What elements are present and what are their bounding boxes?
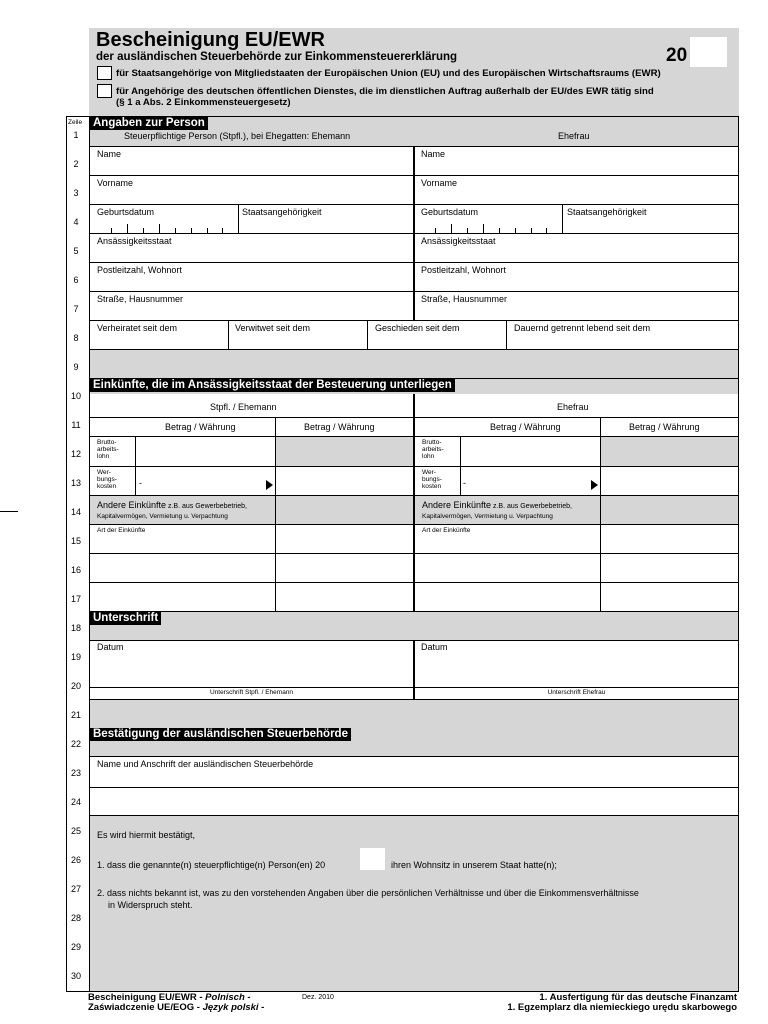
confirmation-intro: Es wird hiermit bestätigt, — [97, 830, 196, 840]
art-der-einkuenfte-left: Art der Einkünfte — [97, 527, 146, 534]
werbungskosten-label-left: Wer- — [97, 469, 111, 476]
date-tick — [546, 228, 547, 233]
strasse-field-right[interactable]: Straße, Hausnummer — [421, 294, 508, 304]
brutto-label-left: lohn — [97, 453, 110, 460]
andere-einkuenfte-title: Andere Einkünfte — [422, 500, 492, 510]
person-col-left-header: Steuerpflichtige Person (Stpfl.), bei Ehegatten: Ehemann — [124, 131, 351, 141]
footer-right-1: 1. Ausfertigung für das deutsche Finanzamt — [539, 992, 737, 1003]
line-number: 17 — [70, 594, 81, 604]
line-number: 11 — [71, 420, 81, 430]
ansaessigkeitsstaat-field-right[interactable]: Ansässigkeitsstaat — [421, 236, 496, 246]
date-tick — [435, 228, 436, 233]
signature-line — [90, 687, 413, 688]
confirmation-item2-line2: in Widerspruch steht. — [108, 900, 193, 910]
confirmation-item1-rest: ihren Wohnsitz in unserem Staat hatte(n); — [391, 860, 557, 870]
line-number: 8 — [73, 333, 79, 343]
line-number: 25 — [70, 826, 81, 836]
form-title: Bescheinigung EU/EWR — [96, 29, 325, 51]
date-tick — [467, 228, 468, 233]
werbungskosten-label-left: kosten — [97, 483, 117, 490]
authority-label: Name und Anschrift der ausländischen Steuerbehörde — [97, 759, 314, 769]
person-col-right-header: Ehefrau — [558, 131, 590, 141]
column-divider — [367, 320, 368, 349]
line-number: 20 — [70, 681, 81, 691]
column-divider — [506, 320, 507, 349]
verwitwet-field[interactable]: Verwitwet seit dem — [235, 323, 311, 333]
divider — [90, 756, 738, 757]
column-divider — [135, 436, 136, 496]
line-number: 18 — [70, 623, 81, 633]
confirmation-section-title: Bestätigung der ausländischen Steuerbehörde — [90, 728, 351, 741]
line-number: 21 — [70, 710, 81, 720]
line-number: 24 — [70, 797, 81, 807]
date-tick — [127, 224, 128, 233]
art-der-einkuenfte-right: Art der Einkünfte — [422, 527, 471, 534]
brutto-label-left: arbeits- — [97, 446, 119, 453]
betrag-header: Betrag / Währung — [629, 422, 700, 432]
confirmation-year-input[interactable] — [360, 848, 385, 870]
werbungskosten-label-left: bungs- — [97, 476, 117, 483]
brutto-row-right-amount-4 — [600, 437, 738, 466]
year-input[interactable] — [690, 37, 727, 67]
minus-sign: - — [463, 478, 466, 488]
werbungskosten-label-right: Wer- — [422, 469, 436, 476]
line-number: 30 — [70, 971, 81, 981]
line-number: 27 — [70, 884, 81, 894]
date-tick — [483, 224, 484, 233]
plz-wohnort-field-left[interactable]: Postleitzahl, Wohnort — [97, 265, 182, 275]
signature-caption-right: Unterschrift Ehefrau — [547, 689, 606, 696]
spacer-row — [90, 350, 738, 378]
person-section-title: Angaben zur Person — [90, 117, 208, 130]
year-prefix: 20 — [666, 45, 688, 66]
brutto-label-left: Brutto- — [97, 439, 117, 446]
column-divider — [562, 204, 563, 233]
footer-right-2: 1. Egzemplarz dla niemieckiego urędu skarbowego — [507, 1002, 737, 1013]
geburtsdatum-field-right[interactable]: Geburtsdatum — [421, 207, 479, 217]
checkbox-public-service[interactable] — [97, 84, 112, 98]
spacer-row — [90, 700, 738, 728]
verheiratet-field[interactable]: Verheiratet seit dem — [97, 323, 178, 333]
line-number: 23 — [70, 768, 81, 778]
line-number: 29 — [70, 942, 81, 952]
confirmation-item2: 2. dass nichts bekannt ist, was zu den vorstehenden Angaben über die persönlichen Verhältnisse und über die Einkommensverhältnisse — [97, 888, 639, 898]
column-divider — [600, 417, 601, 611]
line-number: 19 — [70, 652, 81, 662]
date-tick — [111, 228, 112, 233]
datum-field-right[interactable]: Datum — [421, 642, 448, 652]
betrag-header: Betrag / Währung — [490, 422, 561, 432]
signature-line — [415, 687, 738, 688]
footer-title: Bescheinigung EU/EWR — [88, 992, 197, 1003]
name-field-left[interactable]: Name — [97, 149, 122, 159]
line-number: 10 — [70, 391, 81, 401]
date-tick — [207, 228, 208, 233]
vorname-field-left[interactable]: Vorname — [97, 178, 134, 188]
income-col-right-header: Ehefrau — [557, 402, 589, 412]
arrow-right-icon — [266, 480, 273, 490]
date-tick — [159, 224, 160, 233]
checkbox-eu-ewr[interactable] — [97, 66, 112, 80]
arrow-right-icon — [591, 480, 598, 490]
option-public-service-label: für Angehörige des deutschen öffentlichen Dienstes, die im dienstlichen Auftrag außerhalb der EU/des EWR tätig sind — [116, 86, 654, 97]
date-tick — [191, 228, 192, 233]
brutto-label-right: lohn — [422, 453, 435, 460]
date-tick — [175, 228, 176, 233]
divider — [90, 787, 738, 788]
confirmation-item1: 1. dass die genannte(n) steuerpflichtige(n) Person(en) 20 — [97, 860, 326, 870]
line-number: 15 — [70, 536, 81, 546]
plz-wohnort-field-right[interactable]: Postleitzahl, Wohnort — [421, 265, 506, 275]
line-number: 28 — [70, 913, 81, 923]
footer-title-polish: Zaświadczenie UE/EOG — [88, 1002, 195, 1013]
datum-field-left[interactable]: Datum — [97, 642, 124, 652]
name-field-right[interactable]: Name — [421, 149, 446, 159]
date-tick — [222, 228, 223, 233]
signature-section-title: Unterschrift — [90, 612, 161, 625]
date-tick — [451, 224, 452, 233]
fold-mark — [0, 511, 18, 512]
andere-einkuenfte-detail: z.B. aus Gewerbebetrieb, — [491, 503, 572, 510]
zeile-label: Zeile — [68, 119, 83, 126]
andere-einkuenfte-label-left — [97, 500, 247, 510]
werbungskosten-label-right: bungs- — [422, 476, 442, 483]
column-divider — [238, 204, 239, 233]
footer-language: - Polnisch - — [196, 992, 251, 1003]
income-col-left-header: Stpfl. / Ehemann — [210, 402, 277, 412]
line-number: 14 — [70, 507, 81, 517]
signature-section-header — [90, 612, 738, 640]
line-number: 16 — [70, 565, 81, 575]
date-tick — [499, 228, 500, 233]
footer-date: Dez. 2010 — [302, 994, 334, 1001]
staatsangehoerigkeit-field-left[interactable]: Staatsangehörigkeit — [242, 207, 322, 217]
betrag-header: Betrag / Währung — [165, 422, 236, 432]
footer-language-polish: - Język polski - — [194, 1002, 265, 1013]
line-number: 4 — [73, 217, 79, 227]
minus-sign: - — [139, 478, 142, 488]
brutto-label-right: Brutto- — [422, 439, 442, 446]
werbungskosten-label-right: kosten — [422, 483, 442, 490]
line-number: 6 — [73, 275, 79, 285]
andere-einkuenfte-line2-left: Kapitalvermögen, Vermietung u. Verpachtung — [97, 513, 228, 520]
footer-left-2 — [88, 1002, 264, 1013]
line-number: 26 — [70, 855, 81, 865]
column-divider — [413, 146, 415, 320]
andere-einkuenfte-detail: z.B. aus Gewerbebetrieb, — [166, 503, 247, 510]
line-number: 9 — [73, 362, 79, 372]
betrag-header: Betrag / Währung — [304, 422, 375, 432]
line-number: 2 — [73, 159, 79, 169]
brutto-label-right: arbeits- — [422, 446, 444, 453]
option-eu-ewr-label: für Staatsangehörige von Mitgliedstaaten der Europäischen Union (EU) und des Europäischen Wirtschaftsraums (EWR) — [116, 68, 661, 79]
line-number: 13 — [70, 478, 81, 488]
column-divider — [413, 394, 415, 611]
line-number: 7 — [73, 304, 79, 314]
strasse-field-left[interactable]: Straße, Hausnummer — [97, 294, 184, 304]
date-tick — [143, 228, 144, 233]
staatsangehoerigkeit-field-right[interactable]: Staatsangehörigkeit — [567, 207, 647, 217]
column-divider — [228, 320, 229, 349]
geburtsdatum-field-left[interactable]: Geburtsdatum — [97, 207, 155, 217]
andere-einkuenfte-title: Andere Einkünfte — [97, 500, 167, 510]
line-number: 12 — [70, 449, 81, 459]
line-number: 22 — [70, 739, 81, 749]
brutto-row-right-amount-2 — [275, 437, 414, 466]
column-divider — [460, 436, 461, 496]
income-section-title: Einkünfte, die im Ansässigkeitsstaat der Besteuerung unterliegen — [90, 379, 455, 392]
line-number: 1 — [73, 130, 79, 140]
line-number: 5 — [73, 246, 79, 256]
signature-caption-left: Unterschrift Stpfl. / Ehemann — [209, 689, 294, 696]
line-number: 3 — [73, 188, 79, 198]
geschieden-field[interactable]: Geschieden seit dem — [375, 323, 460, 333]
form-subtitle: der ausländischen Steuerbehörde zur Einkommensteuererklärung — [96, 51, 458, 63]
column-divider — [275, 417, 276, 611]
option-public-service-label-2: (§ 1 a Abs. 2 Einkommensteuergesetz) — [116, 97, 291, 108]
divider — [90, 320, 738, 321]
vorname-field-right[interactable]: Vorname — [421, 178, 458, 188]
andere-einkuenfte-line2-right: Kapitalvermögen, Vermietung u. Verpachtung — [422, 513, 553, 520]
ansaessigkeitsstaat-field-left[interactable]: Ansässigkeitsstaat — [97, 236, 172, 246]
andere-einkuenfte-label-right — [422, 500, 572, 510]
getrennt-field[interactable]: Dauernd getrennt lebend seit dem — [514, 323, 651, 333]
date-tick — [515, 228, 516, 233]
date-tick — [531, 228, 532, 233]
